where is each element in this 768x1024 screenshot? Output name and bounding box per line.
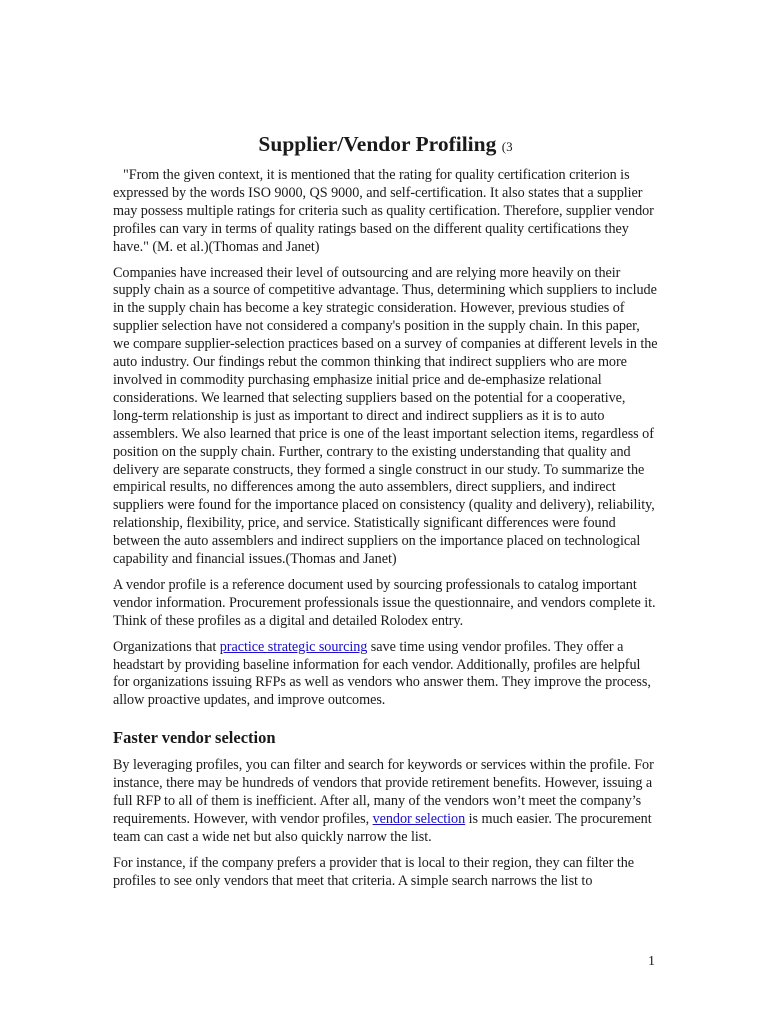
p4-text-after: save time using vendor profiles. They offer a headstart by providing baseline information for each vendor. Additionally, profiles are helpful for organizations issuing RFPs as well as vendors who answer them. They improve the process, allow proactive updates, and improve outcomes. xyxy=(113,638,651,709)
paragraph-supplier-selection: Companies have increased their level of outsourcing and are relying more heavily on their supply chain as a source of competitive advantage. Thus, determining which suppliers to include in the supply chain has become a key strategic consideration. However, previous studies of supplier selection have not considered a company's position in the supply chain. In this paper, we compare supplier-selection practices based on a survey of companies at different levels in the auto industry. Our findings rebut the common thinking that indirect suppliers who are more involved in commodity purchasing emphasize initial price and de-emphasize relational considerations. We learned that selecting suppliers based on the potential for a cooperative, long-term relationship is just as important to direct and indirect suppliers as it is to auto assemblers. We also learned that price is one of the least important selection items, regardless of position on the supply chain. Further, contrary to the existing understanding that quality and delivery are separate constructs, they formed a single construct in our study. To summarize the empirical results, no differences among the auto assemblers, direct suppliers, and indirect suppliers were found for the importance placed on consistency (quality and delivery), reliability, relationship, flexibility, price, and service. Statistically significant differences were found between the auto assemblers and indirect suppliers on the importance placed on technological capability and financial issues.(Thomas and Janet) xyxy=(113,264,658,568)
document-title xyxy=(113,130,658,161)
practice-strategic-sourcing-link[interactable]: practice strategic sourcing xyxy=(219,638,368,655)
paragraph-local-provider: For instance, if the company prefers a provider that is local to their region, they can filter the profiles to see only vendors that meet that criteria. A simple search narrows the list to xyxy=(113,854,635,889)
document-page xyxy=(113,130,658,899)
paragraph-strategic-sourcing xyxy=(113,639,658,711)
paragraph-vendor-profile-definition: A vendor profile is a reference document used by sourcing professionals to catalog important vendor information. Procurement professionals issue the questionnaire, and vendors complete it. Think of these profiles as a digital and detailed Rolodex entry. xyxy=(113,576,656,629)
p4-text-before: Organizations that xyxy=(113,638,220,655)
paragraph-quote: "From the given context, it is mentioned that the rating for quality certification criterion is expressed by the words ISO 9000, QS 9000, and self-certification. It also states that a supplier may possess multiple ratings for criteria such as quality certification. Therefore, supplier vendor profiles can vary in terms of quality ratings based on the different quality certifications they have." (M. et al.)(Thomas and Janet) xyxy=(113,167,654,255)
vendor-selection-link[interactable]: vendor selection xyxy=(372,811,466,827)
page-number: 1 xyxy=(648,954,655,969)
title-text: Supplier/Vendor Profiling xyxy=(258,132,497,156)
title-suffix: (3 xyxy=(501,139,513,154)
p5-text-before: By leveraging profiles, you can filter and search for keywords or services within the profile. For instance, there may be hundreds of vendors that provide retirement benefits. However, issuing a full RFP to all of them is inefficient. After all, many of the vendors won’t meet the company’s requirements. However, with vendor profiles, xyxy=(113,757,654,827)
section-heading-faster-vendor-selection: Faster vendor selection xyxy=(113,728,276,748)
paragraph-leveraging-profiles xyxy=(113,757,658,847)
p5-text-after: is much easier. The procurement team can cast a wide net but also quickly narrow the list. xyxy=(113,811,652,845)
